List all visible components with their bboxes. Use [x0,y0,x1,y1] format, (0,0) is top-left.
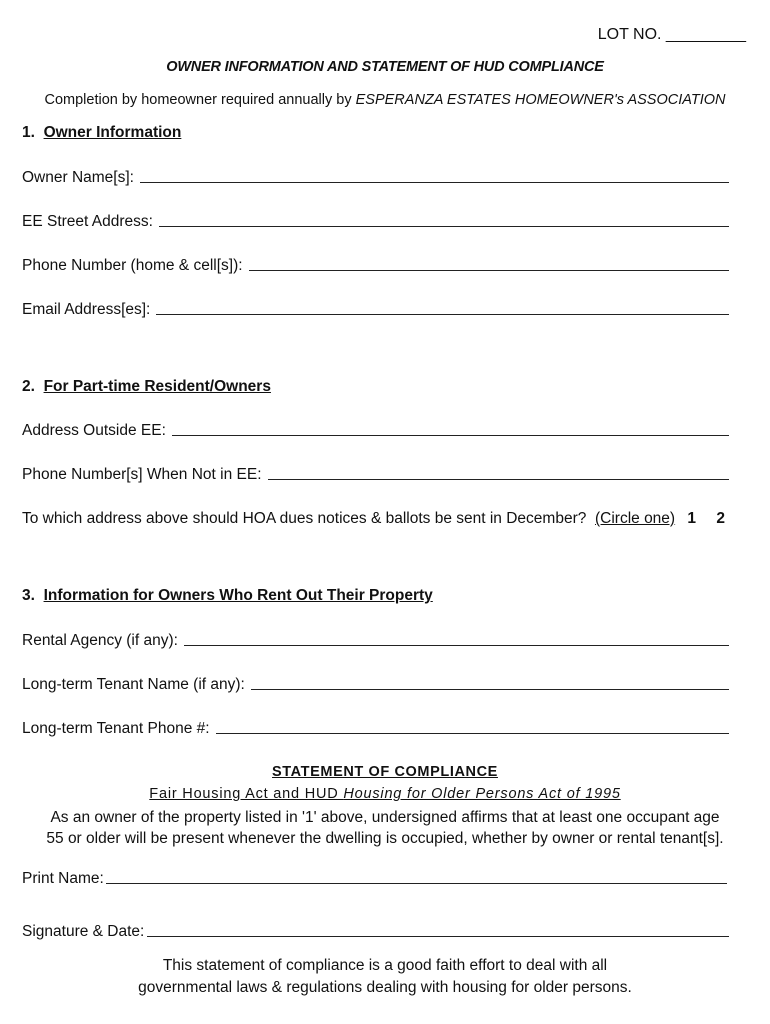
statement-line-2: 55 or older will be present whenever the dwelling is occupied, whether by owner or rental tenant[s]. [46,830,724,847]
section-title: Owner Information [43,124,182,141]
statement-subtitle-prefix: Fair Housing Act and HUD [149,786,344,802]
footer-note [0,955,770,999]
section-1-heading [22,124,181,142]
statement-subtitle [0,786,770,802]
field-label: Email Address[es]: [22,301,151,318]
tenant-phone-field[interactable] [22,720,729,738]
circle-one-label: (Circle one) [594,510,676,527]
option-1[interactable]: 1 [687,510,697,527]
signature-date-field[interactable] [22,923,729,941]
field-label: Long-term Tenant Phone #: [22,720,210,737]
subtitle-prefix: Completion by homeowner required annually by [44,92,356,108]
section-2-heading [22,378,271,396]
fill-line[interactable] [140,181,729,183]
fill-line[interactable] [251,688,729,690]
owner-name-field[interactable] [22,169,729,187]
email-address-field[interactable] [22,301,729,319]
lot-number: LOT NO. _________ [597,26,746,43]
section-number: 3. [22,587,35,604]
section-title: Information for Owners Who Rent Out Their Property [43,587,433,604]
street-address-field[interactable] [22,213,729,231]
section-number: 1. [22,124,35,141]
field-label: Address Outside EE: [22,422,166,439]
field-label: Signature & Date: [22,923,145,940]
field-label: Rental Agency (if any): [22,632,178,649]
form-subtitle [0,92,770,108]
field-label: Print Name: [22,870,104,887]
question-text: To which address above should HOA dues notices & ballots be sent in December? [22,510,587,527]
section-3-heading [22,587,433,605]
footer-line-2: governmental laws & regulations dealing with housing for older persons. [138,979,632,996]
field-label: Owner Name[s]: [22,169,134,186]
field-label: Phone Number (home & cell[s]): [22,257,243,274]
statement-act-name: Housing for Older Persons Act of 1995 [343,786,621,802]
footer-line-1: This statement of compliance is a good faith effort to deal with all [162,957,608,974]
phone-not-in-ee-field[interactable] [22,466,729,484]
field-label: Phone Number[s] When Not in EE: [22,466,262,483]
address-outside-field[interactable] [22,422,729,440]
fill-line[interactable] [249,269,729,271]
association-name: ESPERANZA ESTATES HOMEOWNER's ASSOCIATION [355,92,726,108]
field-label: EE Street Address: [22,213,153,230]
fill-line[interactable] [159,225,729,227]
section-number: 2. [22,378,35,395]
fill-line[interactable] [172,434,729,436]
fill-line[interactable] [268,478,729,480]
fill-line[interactable] [156,313,729,315]
option-2[interactable]: 2 [716,510,725,527]
phone-number-field[interactable] [22,257,729,275]
statement-title: STATEMENT OF COMPLIANCE [272,764,498,780]
rental-agency-field[interactable] [22,632,729,650]
fill-line[interactable] [216,732,729,734]
mailing-address-question [22,510,725,528]
field-label: Long-term Tenant Name (if any): [22,676,245,693]
section-title: For Part-time Resident/Owners [43,378,271,395]
form-title: OWNER INFORMATION AND STATEMENT OF HUD COMPLIANCE [166,59,604,75]
fill-line[interactable] [184,644,729,646]
print-name-field[interactable] [22,870,727,888]
fill-line[interactable] [147,935,729,937]
statement-line-1: As an owner of the property listed in '1' above, undersigned affirms that at least one occupant age [50,809,720,826]
tenant-name-field[interactable] [22,676,729,694]
fill-line[interactable] [106,882,727,884]
statement-body [10,807,760,849]
